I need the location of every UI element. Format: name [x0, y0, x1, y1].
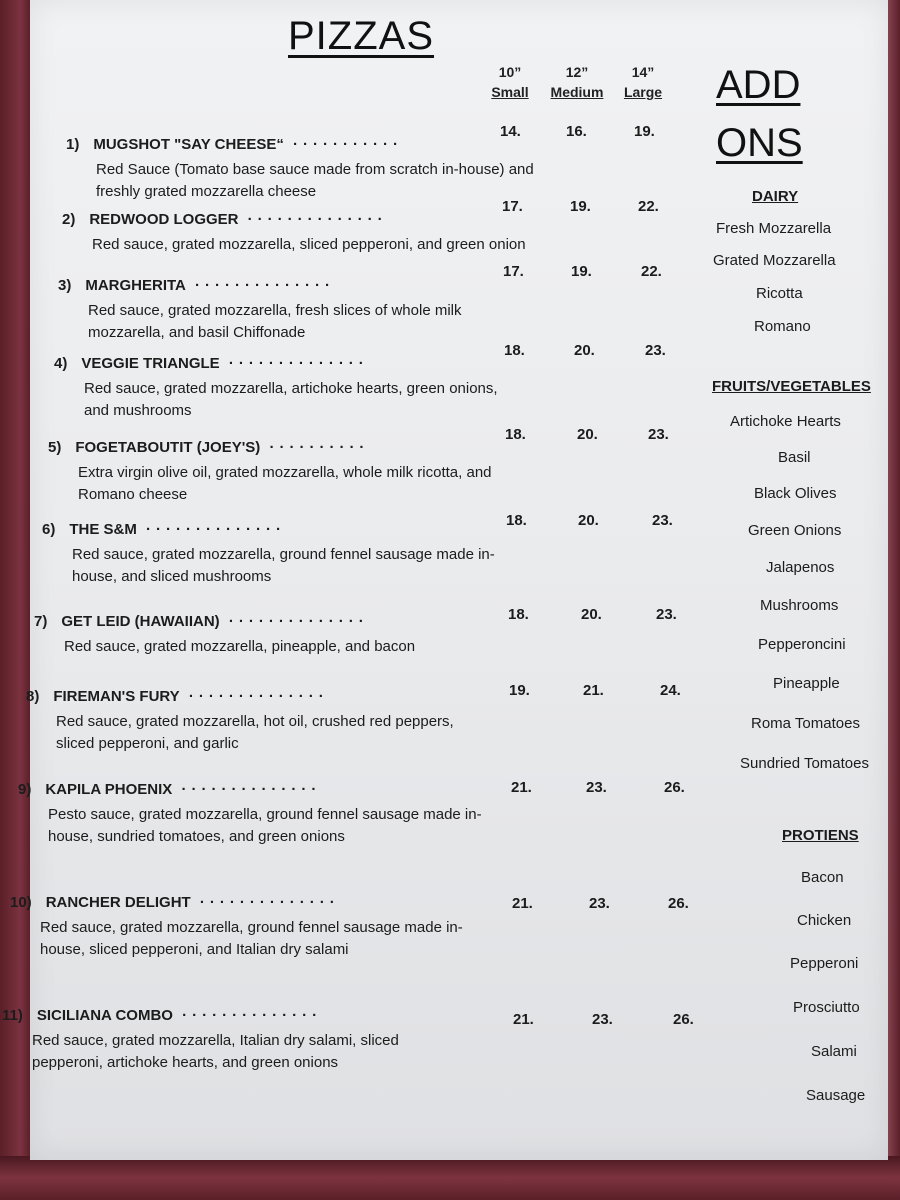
pizza-name: VEGGIE TRIANGLE — [81, 355, 220, 372]
addon-item: Pepperoni — [790, 955, 859, 972]
pizza-name: FOGETABOUTIT (JOEY'S) — [75, 439, 261, 456]
menu-binder-right-edge — [886, 0, 900, 1200]
pizza-item — [10, 894, 480, 961]
addon-item: Pineapple — [773, 675, 840, 692]
addon-item: Salami — [811, 1043, 857, 1060]
pizza-name: SICILIANA COMBO — [36, 1007, 173, 1024]
leader-dots: ··········· — [283, 136, 403, 153]
pizza-item — [34, 613, 504, 658]
addon-item: Sundried Tomatoes — [740, 755, 869, 772]
pizza-description: Red sauce, grated mozzarella, sliced pepperoni, and green onion — [92, 236, 526, 253]
price-small: 21. — [513, 1011, 534, 1028]
pizza-heading — [26, 688, 496, 705]
price-medium: 19. — [571, 263, 592, 280]
pizza-description: Red sauce, grated mozzarella, Italian dry salami, sliced pepperoni, artichoke hearts, and green onions — [32, 1032, 399, 1071]
addon-category-heading: PROTIENS — [782, 827, 859, 844]
addon-category-heading: FRUITS/VEGETABLES — [712, 378, 871, 395]
price-large: 24. — [660, 682, 681, 699]
pizza-number: 4) — [54, 355, 68, 372]
pizza-name: THE S&M — [69, 521, 137, 538]
addon-item: Grated Mozzarella — [713, 252, 836, 269]
price-medium: 19. — [570, 198, 591, 215]
addon-item: Jalapenos — [766, 559, 835, 576]
pizza-number: 2) — [62, 211, 76, 228]
price-small: 18. — [508, 606, 529, 623]
leader-dots: ·············· — [219, 613, 369, 630]
addon-item: Sausage — [806, 1087, 866, 1104]
price-large: 23. — [652, 512, 673, 529]
pizza-item — [26, 688, 496, 755]
pizza-number: 8) — [26, 688, 40, 705]
addon-item: Basil — [778, 449, 811, 466]
addon-item: Bacon — [801, 869, 844, 886]
price-large: 23. — [656, 606, 677, 623]
pizza-name: KAPILA PHOENIX — [45, 781, 173, 798]
addon-item: Black Olives — [754, 485, 837, 502]
pizza-heading — [34, 613, 504, 630]
addon-item: Ricotta — [756, 285, 803, 302]
price-medium: 20. — [577, 426, 598, 443]
pizza-name: GET LEID (HAWAIIAN) — [61, 613, 220, 630]
price-large: 23. — [648, 426, 669, 443]
pizza-item — [18, 781, 488, 848]
pizza-heading — [48, 439, 518, 456]
price-small: 19. — [509, 682, 530, 699]
price-medium: 20. — [574, 342, 595, 359]
price-large: 22. — [641, 263, 662, 280]
pizza-name: RANCHER DELIGHT — [45, 894, 191, 911]
pizza-item — [58, 277, 528, 344]
price-medium: 23. — [586, 779, 607, 796]
size-header-large: 14” Large — [623, 64, 663, 100]
pizza-description: Pesto sauce, grated mozzarella, ground fennel sausage made in-house, sundried tomatoes, and green onions — [48, 806, 482, 845]
price-small: 21. — [512, 895, 533, 912]
pizza-name: MUGSHOT "SAY CHEESE“ — [93, 136, 284, 153]
price-small: 17. — [503, 263, 524, 280]
pizza-description: Extra virgin olive oil, grated mozzarella, whole milk ricotta, and Romano cheese — [78, 464, 492, 503]
leader-dots: ·············· — [190, 894, 340, 911]
pizza-item — [62, 211, 532, 256]
pizza-number: 6) — [42, 521, 56, 538]
leader-dots: ·············· — [179, 688, 329, 705]
addons-title: ADD ONS — [716, 63, 803, 165]
pizza-heading — [62, 211, 532, 228]
pizza-heading — [42, 521, 512, 538]
page-title: PIZZAS — [288, 14, 435, 58]
size-header-medium: 12” Medium — [550, 64, 604, 100]
price-small: 17. — [502, 198, 523, 215]
pizza-heading — [18, 781, 488, 798]
pizza-description: Red sauce, grated mozzarella, artichoke hearts, green onions, and mushrooms — [84, 380, 498, 419]
price-large: 26. — [673, 1011, 694, 1028]
price-small: 18. — [505, 426, 526, 443]
pizza-item — [66, 136, 536, 203]
leader-dots: ·············· — [172, 1007, 323, 1024]
pizza-item — [54, 355, 524, 422]
price-large: 22. — [638, 198, 659, 215]
addon-item: Pepperoncini — [758, 636, 846, 653]
pizza-item — [42, 521, 512, 588]
price-large: 19. — [634, 123, 655, 140]
pizza-description: Red sauce, grated mozzarella, hot oil, crushed red peppers, sliced pepperoni, and garlic — [56, 713, 454, 752]
pizza-description: Red Sauce (Tomato base sauce made from scratch in-house) and freshly grated mozzarella cheese — [96, 161, 534, 200]
pizza-heading — [2, 1007, 472, 1024]
pizza-number: 5) — [48, 439, 62, 456]
pizza-name: REDWOOD LOGGER — [89, 211, 239, 228]
pizza-number: 3) — [58, 277, 72, 294]
price-small: 18. — [504, 342, 525, 359]
menu-binder-bottom-edge — [0, 1156, 900, 1200]
pizza-description: Red sauce, grated mozzarella, ground fennel sausage made in-house, sliced pepperoni, and Italian dry salami — [40, 919, 463, 958]
price-small: 21. — [511, 779, 532, 796]
price-large: 26. — [668, 895, 689, 912]
pizza-description: Red sauce, grated mozzarella, pineapple, and bacon — [64, 638, 416, 655]
pizza-description: Red sauce, grated mozzarella, fresh slices of whole milk mozzarella, and basil Chiffonade — [88, 302, 462, 341]
pizza-number: 1) — [66, 136, 80, 153]
leader-dots: ·············· — [136, 521, 286, 538]
leader-dots: ·············· — [238, 211, 388, 228]
pizza-number: 7) — [34, 613, 48, 630]
pizza-item — [48, 439, 518, 506]
leader-dots: ·············· — [185, 277, 335, 294]
addon-item: Prosciutto — [793, 999, 860, 1016]
pizza-number: 10) — [10, 894, 32, 911]
pizza-description: Red sauce, grated mozzarella, ground fennel sausage made in-house, and sliced mushrooms — [72, 546, 495, 585]
pizza-item — [2, 1007, 472, 1074]
leader-dots: ·············· — [219, 355, 369, 372]
addon-category-heading: DAIRY — [752, 188, 799, 205]
price-small: 14. — [500, 123, 521, 140]
pizza-heading — [10, 894, 480, 911]
pizza-heading — [58, 277, 528, 294]
price-medium: 21. — [583, 682, 604, 699]
addon-item: Chicken — [797, 912, 852, 929]
pizza-name: FIREMAN'S FURY — [53, 688, 180, 705]
price-medium: 16. — [566, 123, 587, 140]
price-large: 26. — [664, 779, 685, 796]
pizza-heading — [66, 136, 536, 153]
pizza-heading — [54, 355, 524, 372]
price-large: 23. — [645, 342, 666, 359]
pizza-number: 9) — [18, 781, 32, 798]
leader-dots: ·············· — [172, 781, 322, 798]
size-header-small: 10” Small — [491, 64, 529, 100]
addon-item: Artichoke Hearts — [730, 413, 841, 430]
addon-item: Romano — [754, 318, 811, 335]
price-medium: 20. — [581, 606, 602, 623]
pizza-number: 11) — [2, 1007, 23, 1024]
leader-dots: ·········· — [260, 439, 370, 456]
price-medium: 23. — [592, 1011, 613, 1028]
addon-item: Fresh Mozzarella — [716, 220, 832, 237]
price-small: 18. — [506, 512, 527, 529]
pizza-name: MARGHERITA — [85, 277, 186, 294]
addon-item: Mushrooms — [760, 597, 839, 614]
price-medium: 20. — [578, 512, 599, 529]
price-medium: 23. — [589, 895, 610, 912]
addon-item: Green Onions — [748, 522, 842, 539]
addon-item: Roma Tomatoes — [751, 715, 860, 732]
